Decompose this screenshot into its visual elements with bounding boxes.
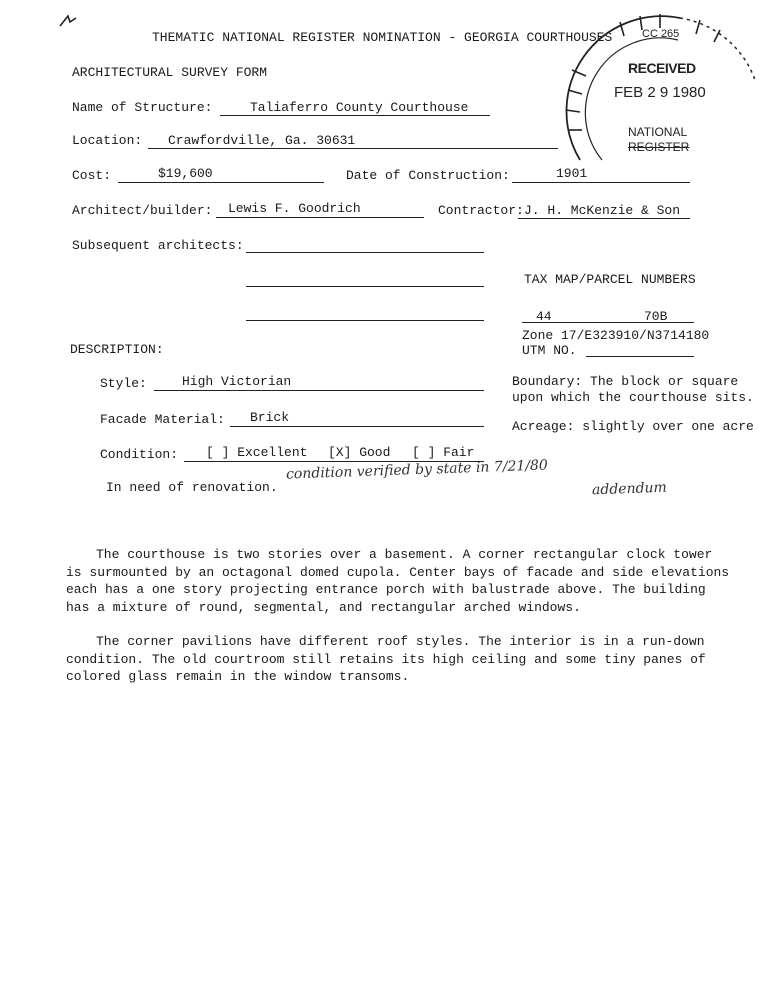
architect-value: Lewis F. Goodrich	[228, 201, 361, 216]
stamp-date: FEB 2 9 1980	[614, 84, 706, 101]
description-heading: DESCRIPTION:	[70, 342, 164, 357]
cost-label: Cost:	[72, 168, 112, 183]
style-underline	[154, 390, 484, 391]
subsequent-label: Subsequent architects:	[72, 238, 244, 253]
location-label: Location:	[72, 133, 143, 148]
architect-label: Architect/builder:	[72, 203, 213, 218]
subsequent-line-3	[246, 320, 484, 321]
parcel-right: 70B	[644, 309, 668, 324]
style-label: Style:	[100, 376, 147, 391]
paragraph-1-line-1: The courthouse is two stories over a basement. A corner rectangular clock tower	[96, 547, 713, 562]
contractor-label: Contractor:	[438, 203, 524, 218]
boundary-line-1: Boundary: The block or square	[512, 374, 739, 389]
utm-underline	[586, 356, 694, 357]
cost-underline	[118, 182, 324, 183]
utm-label: UTM NO.	[522, 343, 577, 358]
document-title: THEMATIC NATIONAL REGISTER NOMINATION - GEORGIA COURTHOUSES	[152, 30, 613, 45]
form-title: ARCHITECTURAL SURVEY FORM	[72, 65, 268, 80]
paragraph-1-line-2: is surmounted by an octagonal domed cupola. Center bays of facade and side elevations	[66, 564, 730, 580]
parcel-left: 44	[536, 309, 552, 324]
paragraph-1-line-4: has a mixture of round, segmental, and rectangular arched windows.	[66, 599, 581, 615]
contractor-value: J. H. McKenzie & Son	[524, 203, 681, 218]
architect-underline	[216, 217, 424, 218]
utm-zone: Zone 17/E323910/N3714180	[522, 328, 710, 343]
boundary-line-2: upon which the courthouse sits.	[512, 390, 754, 405]
acreage: Acreage: slightly over one acre	[512, 419, 754, 434]
cost-value: $19,600	[158, 166, 213, 181]
handwritten-note: condition verified by state in 7/21/80	[285, 457, 549, 483]
stamp-register: REGISTER	[628, 140, 690, 154]
scan-mark-icon	[58, 12, 78, 28]
date-underline	[512, 182, 690, 183]
condition-excellent: [ ] Excellent	[206, 445, 308, 460]
date-label: Date of Construction:	[346, 168, 510, 183]
location-value: Crawfordville, Ga. 30631	[168, 133, 356, 148]
condition-good: [X] Good	[328, 445, 391, 460]
paragraph-2-line-1: The corner pavilions have different roof styles. The interior is in a run-down	[96, 634, 705, 649]
condition-label: Condition:	[100, 447, 179, 462]
contractor-underline	[518, 218, 690, 219]
location-underline	[148, 148, 558, 149]
paragraph-2-line-3: colored glass remain in the window transoms.	[66, 669, 410, 684]
description-paragraph-2	[66, 633, 736, 686]
style-value: High Victorian	[182, 374, 292, 389]
description-paragraph-1	[66, 546, 736, 616]
facade-underline	[230, 426, 484, 427]
stamp-received: RECEIVED	[628, 60, 696, 76]
tax-heading: TAX MAP/PARCEL NUMBERS	[524, 272, 696, 287]
name-label: Name of Structure:	[72, 100, 213, 115]
subsequent-line-1	[246, 252, 484, 253]
facade-value: Brick	[250, 410, 290, 425]
condition-fair: [ ] Fair	[412, 445, 475, 460]
date-value: 1901	[556, 166, 588, 181]
stamp-code: CC 265	[642, 28, 680, 40]
paragraph-2-line-2: condition. The old courtroom still retains its high ceiling and some tiny panes of	[66, 651, 706, 667]
renovation-note: In need of renovation.	[106, 480, 278, 495]
paragraph-1-line-3: each has a one story projecting entrance porch with balustrade above. The building	[66, 582, 706, 597]
stamp-national: NATIONAL	[628, 125, 688, 139]
subsequent-line-2	[246, 286, 484, 287]
name-value: Taliaferro County Courthouse	[250, 100, 469, 115]
name-underline	[220, 115, 490, 116]
handwritten-addendum: addendum	[591, 479, 668, 499]
parcel-underline	[522, 322, 694, 323]
facade-label: Facade Material:	[100, 412, 225, 427]
